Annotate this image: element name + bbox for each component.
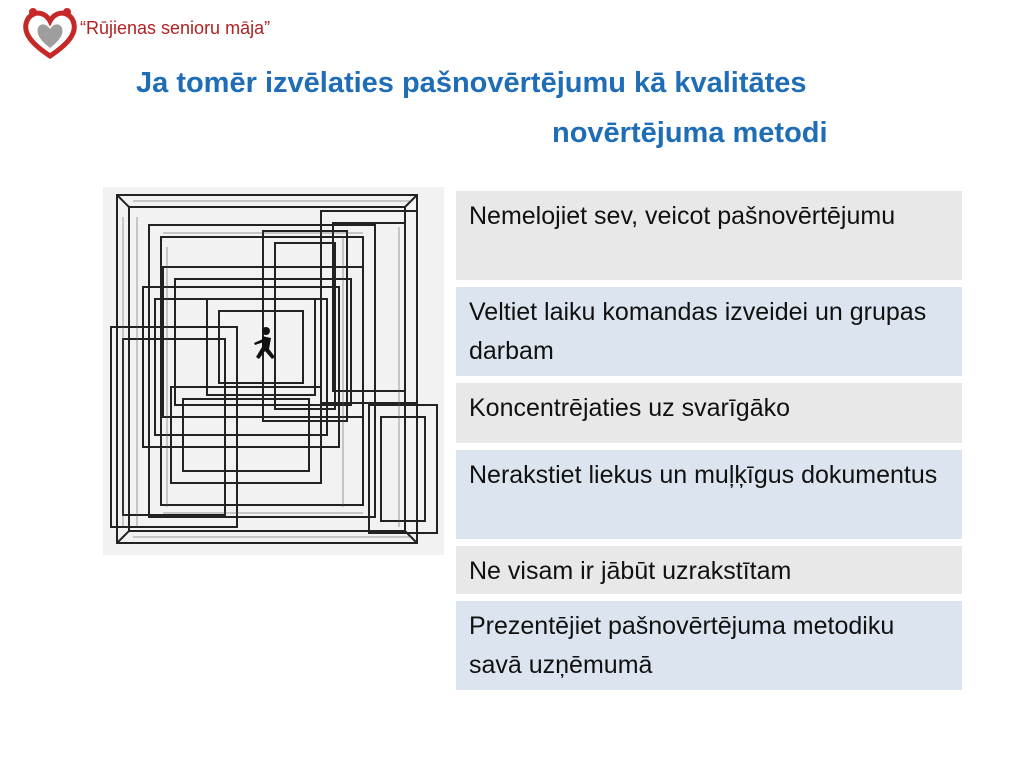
slide-title-line1: Ja tomēr izvēlaties pašnovērtējumu kā kvalitātes [136, 67, 807, 99]
org-name: “Rūjienas senioru māja” [80, 18, 271, 38]
tips-list [456, 191, 962, 697]
heart-logo-icon [22, 4, 78, 62]
list-item: Ne visam ir jābūt uzrakstītam [456, 546, 962, 594]
list-item: Koncentrējaties uz svarīgāko [456, 383, 962, 443]
frames-labyrinth-illustration [103, 187, 444, 555]
list-item: Nerakstiet liekus un muļķīgus dokumentus [456, 450, 962, 539]
list-item: Veltiet laiku komandas izveidei un grupas darbam [456, 287, 962, 376]
slide-title-line2: novērtējuma metodi [552, 117, 828, 149]
list-item: Prezentējiet pašnovērtējuma metodiku savā uzņēmumā [456, 601, 962, 690]
slide-title [130, 58, 970, 158]
list-item: Nemelojiet sev, veicot pašnovērtējumu [456, 191, 962, 280]
